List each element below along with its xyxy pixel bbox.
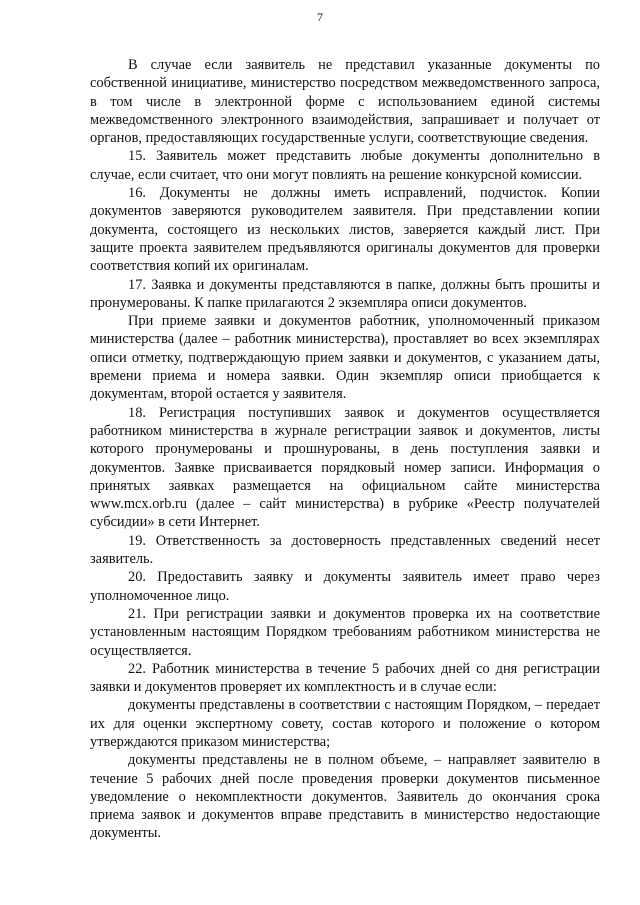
paragraph-22-incomplete: документы представлены не в полном объеме, – направляет заявителю в течение 5 рабочих дней после проведения проверки документов письменное уведомление о некомплектности документов. Заявитель до окончания срока приема заявок и документов вправе представить в министерство недостающие документы.	[90, 752, 600, 842]
paragraph-17: 17. Заявка и документы представляются в папке, должны быть прошиты и пронумерованы. К папке прилагаются 2 экземпляра описи документов.	[90, 276, 600, 311]
paragraph-18: 18. Регистрация поступивших заявок и документов осуществляется работником министерства в журнале регистрации заявок и документов, листы которого пронумерованы и прошнурованы, в день поступления заявки и документов. Заявке присваивается порядковый номер записи. Информация о принятых заявках размещается на официальном сайте министерства www.mcx.orb.ru (далее – сайт министерства) в рубрике «Реестр получателей субсидии» в сети Интернет.	[90, 404, 600, 531]
paragraph-22: 22. Работник министерства в течение 5 рабочих дней со дня регистрации заявки и документов проверяет их комплектность и в случае если:	[90, 660, 600, 696]
paragraph-21: 21. При регистрации заявки и документов проверка их на соответствие установленным настоящим Порядком требованиям работником министерства не осуществляется.	[90, 605, 600, 659]
paragraph-22-complete: документы представлены в соответствии с настоящим Порядком, – передает их для оценки экспертному совету, состав которого и положение о котором утверждаются приказом министерства;	[90, 697, 600, 750]
paragraph-document-request: В случае если заявитель не представил указанные документы по собственной инициативе, министерство посредством межведомственного запроса, в том числе в электронной форме с использованием единой системы межведомственного электронного взаимодействия, запрашивает и получает от органов, предоставляющих государственные услуги, соответствующие сведения.	[90, 57, 600, 147]
paragraph-16: 16. Документы не должны иметь исправлений, подчисток. Копии документов заверяются руководителем заявителя. При представлении копии документа, состоящего из нескольких листов, заверяется каждый лист. При защите проекта заявителем предъявляются оригиналы документов для проверки соответствия копий их оригиналам.	[90, 185, 600, 275]
document-body	[90, 56, 600, 843]
page-number: 7	[317, 10, 323, 24]
paragraph-17-reception: При приеме заявки и документов работник, уполномоченный приказом министерства (далее – работник министерства), проставляет во всех экземплярах описи отметку, подтверждающую прием заявки и документов, с указанием даты, времени приема и номера заявки. Один экземпляр описи приобщается к документам, второй остается у заявителя.	[90, 313, 600, 403]
paragraph-15: 15. Заявитель может представить любые документы дополнительно в случае, если считает, что они могут повлиять на решение конкурсной комиссии.	[90, 148, 600, 183]
paragraph-20: 20. Предоставить заявку и документы заявитель имеет право через уполномоченное лицо.	[90, 569, 600, 604]
paragraph-19: 19. Ответственность за достоверность представленных сведений несет заявитель.	[90, 532, 600, 568]
